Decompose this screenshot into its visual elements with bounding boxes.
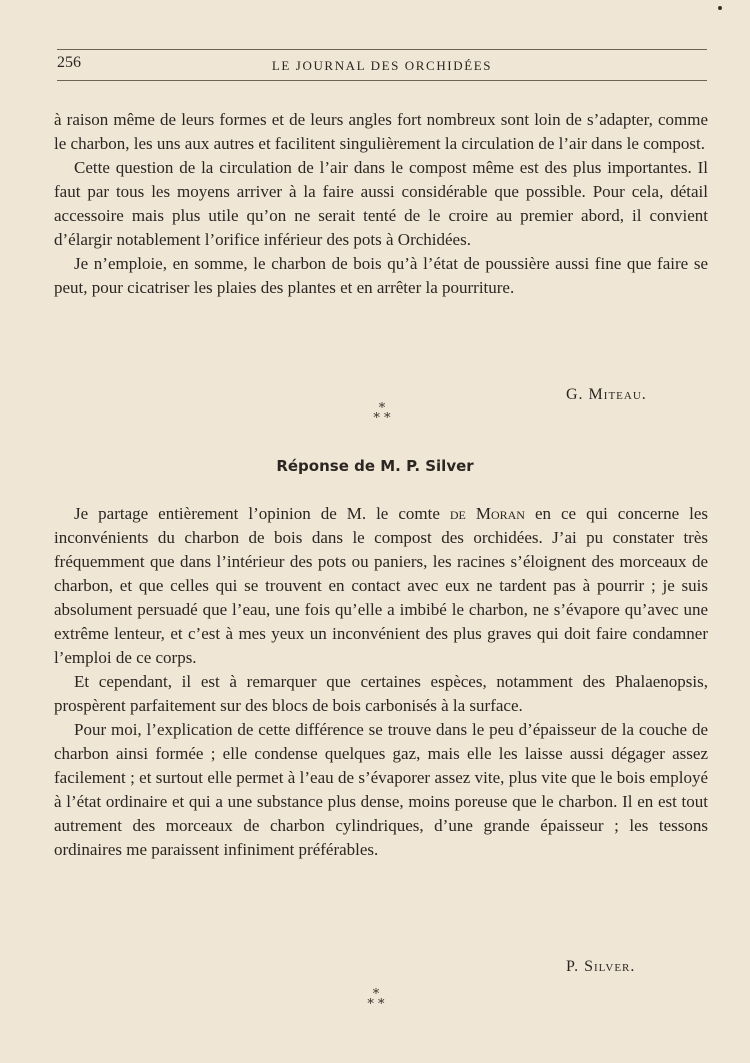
asterism-separator: * * * [367, 987, 385, 1012]
journal-title: LE JOURNAL DES ORCHIDÉES [271, 58, 493, 73]
signature-silver: P. Silver. [566, 958, 636, 975]
article-continuation [54, 108, 708, 300]
running-header [57, 52, 707, 78]
page-number: 256 [57, 54, 81, 71]
paragraph: à raison même de leurs formes et de leurs angles fort nombreux sont loin de s’adapter, comme le charbon, les uns aux autres et facilitent singulièrement la circulation de l’air dans le compost. [54, 110, 708, 153]
header-bottom-rule [57, 80, 707, 81]
header-top-rule [57, 49, 707, 50]
paragraph: Cette question de la circulation de l’air dans le compost même est des plus importantes. Il faut par tous les moyens arriver à la faire aussi considérable que possible. Pour cela, détail accessoire mais plus utile qu’on ne serait tenté de le croire au premier abord, il convient d’élargir notablement l’orifice inférieur des pots à Orchidées. [54, 158, 708, 249]
asterism-separator: * * * [373, 401, 391, 426]
section-heading: Réponse de M. P. Silver [276, 457, 474, 475]
signature-miteau: G. Miteau. [566, 386, 647, 403]
paragraph-text: en ce qui concerne les inconvénients du charbon de bois dans le compost des orchidées. J’ai pu constater très fréquemment que dans l’intérieur des pots ou paniers, les racines s’éloignent des morceaux de charbon, et que celles qui se trouvent en contact avec eux ne tardent pas à pourrir ; je suis absolument persuadé que l’eau, une fois qu’elle a imbibé le charbon, ne s’évapore qu’avec une extrême lenteur, et c’est à mes yeux un inconvénient des plus graves qui doit faire condamner l’emploi de ce corps. [54, 504, 708, 667]
paragraph [54, 502, 708, 670]
person-name: de Moran [449, 504, 525, 523]
ink-speck [718, 6, 722, 10]
reply-body [54, 502, 708, 862]
paragraph: Je n’emploie, en somme, le charbon de bois qu’à l’état de poussière aussi fine que faire se peut, pour cicatriser les plaies des plantes et en arrêter la pourriture. [54, 254, 708, 297]
paragraph: Et cependant, il est à remarquer que certaines espèces, notamment des Phalaenopsis, prospèrent parfaitement sur des blocs de bois carbonisés à la surface. [54, 672, 708, 715]
paragraph: Pour moi, l’explication de cette différence se trouve dans le peu d’épaisseur de la couche de charbon ainsi formée ; elle condense quelques gaz, mais elle les laisse aussi dégager assez facilement ; et surtout elle permet à l’eau de s’évaporer assez vite, plus vite que le bois employé à l’état ordinaire et qui a une substance plus dense, moins poreuse que le charbon. Il en est tout autrement des morceaux de charbon cylindriques, d’une grande épaisseur ; les tessons ordinaires me paraissent infiniment préférables. [54, 720, 708, 859]
paragraph-text: Je partage entièrement l’opinion de M. le comte [74, 504, 450, 523]
